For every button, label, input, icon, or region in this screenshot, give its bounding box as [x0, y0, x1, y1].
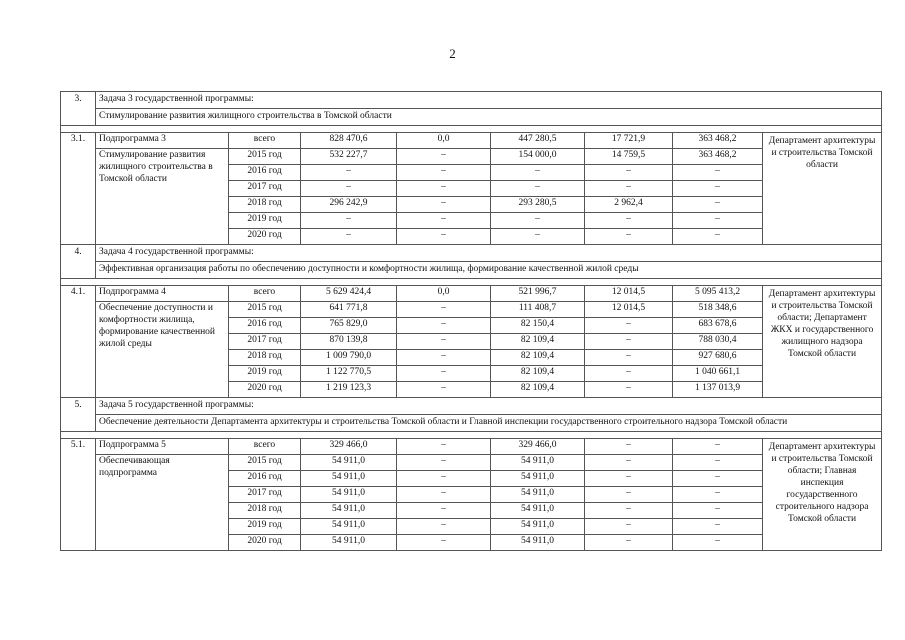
- value-cell: –: [585, 382, 673, 398]
- value-cell: –: [585, 334, 673, 350]
- value-cell: –: [673, 503, 763, 519]
- value-cell: –: [397, 439, 491, 455]
- spacer-row: [61, 432, 882, 439]
- table-row: [61, 302, 882, 318]
- responsible-department: Департамент архитектуры и строительства Томской области; Главная инспекция государственного строительного надзора Томской области: [763, 439, 882, 551]
- value-cell: 54 911,0: [301, 471, 397, 487]
- value-cell: –: [397, 455, 491, 471]
- table-row: [61, 439, 882, 455]
- period-cell: 2020 год: [229, 229, 301, 245]
- table-row: [61, 133, 882, 149]
- value-cell: 1 009 790,0: [301, 350, 397, 366]
- value-cell: –: [585, 165, 673, 181]
- value-cell: 521 996,7: [491, 286, 585, 302]
- value-cell: –: [585, 471, 673, 487]
- value-cell: –: [585, 350, 673, 366]
- period-cell: 2018 год: [229, 197, 301, 213]
- period-cell: 2016 год: [229, 471, 301, 487]
- period-cell: 2015 год: [229, 149, 301, 165]
- value-cell: 363 468,2: [673, 149, 763, 165]
- value-cell: –: [397, 165, 491, 181]
- program-table: [60, 91, 882, 551]
- value-cell: 111 408,7: [491, 302, 585, 318]
- value-cell: 870 139,8: [301, 334, 397, 350]
- value-cell: –: [585, 318, 673, 334]
- value-cell: 788 030,4: [673, 334, 763, 350]
- value-cell: –: [397, 318, 491, 334]
- responsible-department: Департамент архитектуры и строительства Томской области; Департамент ЖКХ и государственного жилищного надзора Томской области: [763, 286, 882, 398]
- value-cell: –: [397, 519, 491, 535]
- value-cell: –: [673, 165, 763, 181]
- value-cell: –: [397, 213, 491, 229]
- value-cell: 54 911,0: [301, 487, 397, 503]
- value-cell: 329 466,0: [301, 439, 397, 455]
- value-cell: 683 678,6: [673, 318, 763, 334]
- responsible-department: Департамент архитектуры и строительства Томской области: [763, 133, 882, 245]
- value-cell: –: [585, 229, 673, 245]
- task-label: Задача 4 государственной программы:: [96, 245, 882, 262]
- value-cell: –: [585, 181, 673, 197]
- period-cell: 2016 год: [229, 165, 301, 181]
- spacer-cell: [61, 432, 882, 439]
- value-cell: –: [585, 366, 673, 382]
- task-text-row: [61, 109, 882, 126]
- value-cell: 765 829,0: [301, 318, 397, 334]
- value-cell: –: [397, 302, 491, 318]
- value-cell: –: [673, 439, 763, 455]
- value-cell: 518 348,6: [673, 302, 763, 318]
- subprogram-title: Подпрограмма 5: [96, 439, 229, 455]
- task-text: Стимулирование развития жилищного строительства в Томской области: [96, 109, 882, 126]
- period-cell: всего: [229, 286, 301, 302]
- period-cell: 2015 год: [229, 455, 301, 471]
- table-row: [61, 455, 882, 471]
- value-cell: 1 122 770,5: [301, 366, 397, 382]
- task-text-row: [61, 262, 882, 279]
- period-cell: 2019 год: [229, 366, 301, 382]
- value-cell: 641 771,8: [301, 302, 397, 318]
- value-cell: 828 470,6: [301, 133, 397, 149]
- value-cell: –: [301, 213, 397, 229]
- task-text: Эффективная организация работы по обеспечению доступности и комфортности жилища, формирование качественной жилой среды: [96, 262, 882, 279]
- period-cell: 2018 год: [229, 503, 301, 519]
- value-cell: –: [397, 366, 491, 382]
- spacer-row: [61, 126, 882, 133]
- value-cell: –: [585, 535, 673, 551]
- value-cell: –: [301, 165, 397, 181]
- value-cell: –: [585, 455, 673, 471]
- value-cell: 82 109,4: [491, 366, 585, 382]
- spacer-cell: [61, 279, 882, 286]
- value-cell: –: [397, 503, 491, 519]
- value-cell: 12 014,5: [585, 302, 673, 318]
- period-cell: всего: [229, 439, 301, 455]
- value-cell: 296 242,9: [301, 197, 397, 213]
- subprogram-description: Обеспечение доступности и комфортности жилища, формирование качественной жилой среды: [96, 302, 229, 398]
- value-cell: 5 095 413,2: [673, 286, 763, 302]
- value-cell: –: [585, 439, 673, 455]
- spacer-cell: [61, 126, 882, 133]
- value-cell: –: [491, 165, 585, 181]
- value-cell: –: [397, 471, 491, 487]
- value-cell: –: [397, 181, 491, 197]
- value-cell: 54 911,0: [301, 455, 397, 471]
- value-cell: –: [673, 181, 763, 197]
- task-text: Обеспечение деятельности Департамента архитектуры и строительства Томской области и Главной инспекции государственного строительного надзора Томской области: [96, 415, 882, 432]
- table-row: [61, 149, 882, 165]
- task-row: [61, 398, 882, 415]
- value-cell: 12 014,5: [585, 286, 673, 302]
- value-cell: –: [491, 229, 585, 245]
- value-cell: 154 000,0: [491, 149, 585, 165]
- period-cell: 2020 год: [229, 382, 301, 398]
- value-cell: –: [673, 519, 763, 535]
- value-cell: 0,0: [397, 133, 491, 149]
- task-text-row: [61, 415, 882, 432]
- period-cell: 2017 год: [229, 487, 301, 503]
- value-cell: –: [397, 350, 491, 366]
- value-cell: 1 219 123,3: [301, 382, 397, 398]
- value-cell: 54 911,0: [491, 471, 585, 487]
- period-cell: 2020 год: [229, 535, 301, 551]
- value-cell: 363 468,2: [673, 133, 763, 149]
- value-cell: 82 109,4: [491, 382, 585, 398]
- task-label: Задача 3 государственной программы:: [96, 92, 882, 109]
- table-body: [61, 92, 882, 551]
- value-cell: 54 911,0: [301, 519, 397, 535]
- task-number: 4.: [61, 245, 96, 279]
- value-cell: 82 109,4: [491, 334, 585, 350]
- value-cell: –: [673, 487, 763, 503]
- task-number: 3.: [61, 92, 96, 126]
- value-cell: –: [673, 197, 763, 213]
- spacer-row: [61, 279, 882, 286]
- subprogram-number: 5.1.: [61, 439, 96, 551]
- value-cell: 1 137 013,9: [673, 382, 763, 398]
- value-cell: 329 466,0: [491, 439, 585, 455]
- value-cell: 82 150,4: [491, 318, 585, 334]
- value-cell: 54 911,0: [491, 503, 585, 519]
- period-cell: 2017 год: [229, 334, 301, 350]
- value-cell: –: [301, 181, 397, 197]
- value-cell: –: [397, 229, 491, 245]
- page-number: 2: [449, 46, 456, 61]
- value-cell: –: [397, 487, 491, 503]
- value-cell: 54 911,0: [491, 487, 585, 503]
- task-label: Задача 5 государственной программы:: [96, 398, 882, 415]
- subprogram-description: Обеспечивающая подпрограмма: [96, 455, 229, 551]
- task-number: 5.: [61, 398, 96, 432]
- task-row: [61, 245, 882, 262]
- period-cell: 2016 год: [229, 318, 301, 334]
- value-cell: –: [673, 471, 763, 487]
- value-cell: 1 040 661,1: [673, 366, 763, 382]
- period-cell: 2018 год: [229, 350, 301, 366]
- value-cell: 17 721,9: [585, 133, 673, 149]
- value-cell: 54 911,0: [301, 535, 397, 551]
- value-cell: 927 680,6: [673, 350, 763, 366]
- value-cell: 293 280,5: [491, 197, 585, 213]
- period-cell: 2017 год: [229, 181, 301, 197]
- value-cell: –: [585, 519, 673, 535]
- subprogram-description: Стимулирование развития жилищного строительства в Томской области: [96, 149, 229, 245]
- value-cell: 0,0: [397, 286, 491, 302]
- value-cell: –: [397, 382, 491, 398]
- value-cell: –: [673, 229, 763, 245]
- value-cell: 54 911,0: [491, 519, 585, 535]
- value-cell: –: [397, 149, 491, 165]
- subprogram-number: 3.1.: [61, 133, 96, 245]
- value-cell: 54 911,0: [491, 455, 585, 471]
- period-cell: 2019 год: [229, 213, 301, 229]
- task-row: [61, 92, 882, 109]
- value-cell: –: [585, 503, 673, 519]
- value-cell: –: [673, 455, 763, 471]
- subprogram-title: Подпрограмма 3: [96, 133, 229, 149]
- value-cell: –: [397, 535, 491, 551]
- value-cell: –: [673, 213, 763, 229]
- subprogram-title: Подпрограмма 4: [96, 286, 229, 302]
- value-cell: 54 911,0: [491, 535, 585, 551]
- subprogram-number: 4.1.: [61, 286, 96, 398]
- period-cell: 2015 год: [229, 302, 301, 318]
- value-cell: –: [585, 213, 673, 229]
- value-cell: –: [491, 213, 585, 229]
- table-row: [61, 286, 882, 302]
- value-cell: –: [301, 229, 397, 245]
- value-cell: 14 759,5: [585, 149, 673, 165]
- value-cell: 5 629 424,4: [301, 286, 397, 302]
- value-cell: 54 911,0: [301, 503, 397, 519]
- value-cell: 532 227,7: [301, 149, 397, 165]
- value-cell: 2 962,4: [585, 197, 673, 213]
- value-cell: –: [397, 334, 491, 350]
- period-cell: 2019 год: [229, 519, 301, 535]
- value-cell: –: [491, 181, 585, 197]
- value-cell: –: [397, 197, 491, 213]
- value-cell: –: [585, 487, 673, 503]
- value-cell: –: [673, 535, 763, 551]
- value-cell: 447 280,5: [491, 133, 585, 149]
- value-cell: 82 109,4: [491, 350, 585, 366]
- period-cell: всего: [229, 133, 301, 149]
